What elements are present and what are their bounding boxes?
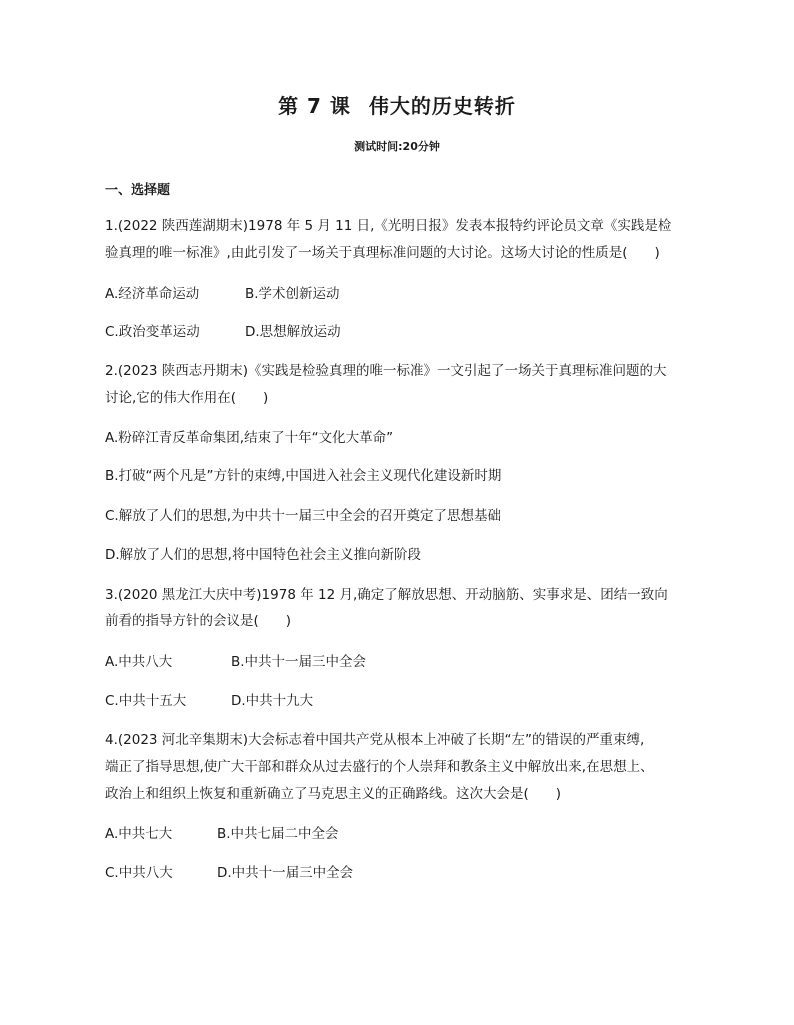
question-3-line-2: 前看的指导方针的会议是( ) — [105, 613, 292, 629]
question-3-option-d: D.中共十九大 — [231, 693, 314, 709]
question-4-option-c: C.中共八大 — [105, 865, 173, 881]
question-2-option-d: D.解放了人们的思想,将中国特色社会主义推向新阶段 — [105, 547, 421, 563]
question-1-line-1: 1.(2022 陕西莲湖期末)1978 年 5 月 11 日,《光明日报》发表本报特约评论员文章《实践是检 — [105, 218, 672, 234]
question-4-option-d: D.中共十一届三中全会 — [217, 865, 354, 881]
question-1-options-row-2 — [105, 323, 341, 341]
question-4-option-a: A.中共七大 — [105, 826, 173, 842]
question-3-option-c: C.中共十五大 — [105, 693, 187, 709]
question-4-line-2: 端正了指导思想,使广大干部和群众从过去盛行的个人崇拜和教条主义中解放出来,在思想上、 — [105, 759, 654, 775]
question-1-option-d: D.思想解放运动 — [245, 324, 341, 340]
question-4-option-b: B.中共七届二中全会 — [217, 826, 339, 842]
question-4-options-row-1 — [105, 825, 339, 843]
question-3-option-a: A.中共八大 — [105, 654, 173, 670]
question-2-option-c: C.解放了人们的思想,为中共十一届三中全会的召开奠定了思想基础 — [105, 508, 502, 524]
question-4-line-1: 4.(2023 河北辛集期末)大会标志着中国共产党从根本上冲破了长期“左”的错误的严重束缚, — [105, 732, 645, 748]
question-4-line-3: 政治上和组织上恢复和重新确立了马克思主义的正确路线。这次大会是( ) — [105, 786, 562, 802]
question-2-line-2: 讨论,它的伟大作用在( ) — [105, 390, 269, 406]
lesson-name: 伟大的历史转折 — [368, 94, 516, 118]
question-2-option-a: A.粉碎江青反革命集团,结束了十年“文化大革命” — [105, 430, 394, 446]
lesson-number: 第 7 课 — [278, 94, 351, 118]
question-1-options-row-1 — [105, 285, 340, 303]
question-1-option-c: C.政治变革运动 — [105, 324, 200, 340]
question-1-line-2: 验真理的唯一标准》,由此引发了一场关于真理标准问题的大讨论。这场大讨论的性质是( ) — [105, 245, 660, 261]
question-2-option-b: B.打破“两个凡是”方针的束缚,中国进入社会主义现代化建设新时期 — [105, 468, 502, 484]
question-3-line-1: 3.(2020 黑龙江大庆中考)1978 年 12 月,确定了解放思想、开动脑筋、实事求是、团结一致向 — [105, 587, 668, 603]
question-4-options-row-2 — [105, 864, 353, 882]
test-time: 测试时间:20分钟 — [354, 140, 440, 153]
question-3-options-row-2 — [105, 692, 313, 710]
lesson-title — [0, 90, 794, 119]
question-1-option-a: A.经济革命运动 — [105, 286, 200, 302]
section-heading: 一、选择题 — [105, 183, 171, 198]
question-1-option-b: B.学术创新运动 — [245, 286, 340, 302]
question-3-option-b: B.中共十一届三中全会 — [231, 654, 367, 670]
question-3-options-row-1 — [105, 653, 366, 671]
question-2-line-1: 2.(2023 陕西志丹期末)《实践是检验真理的唯一标准》一文引起了一场关于真理标准问题的大 — [105, 363, 667, 379]
